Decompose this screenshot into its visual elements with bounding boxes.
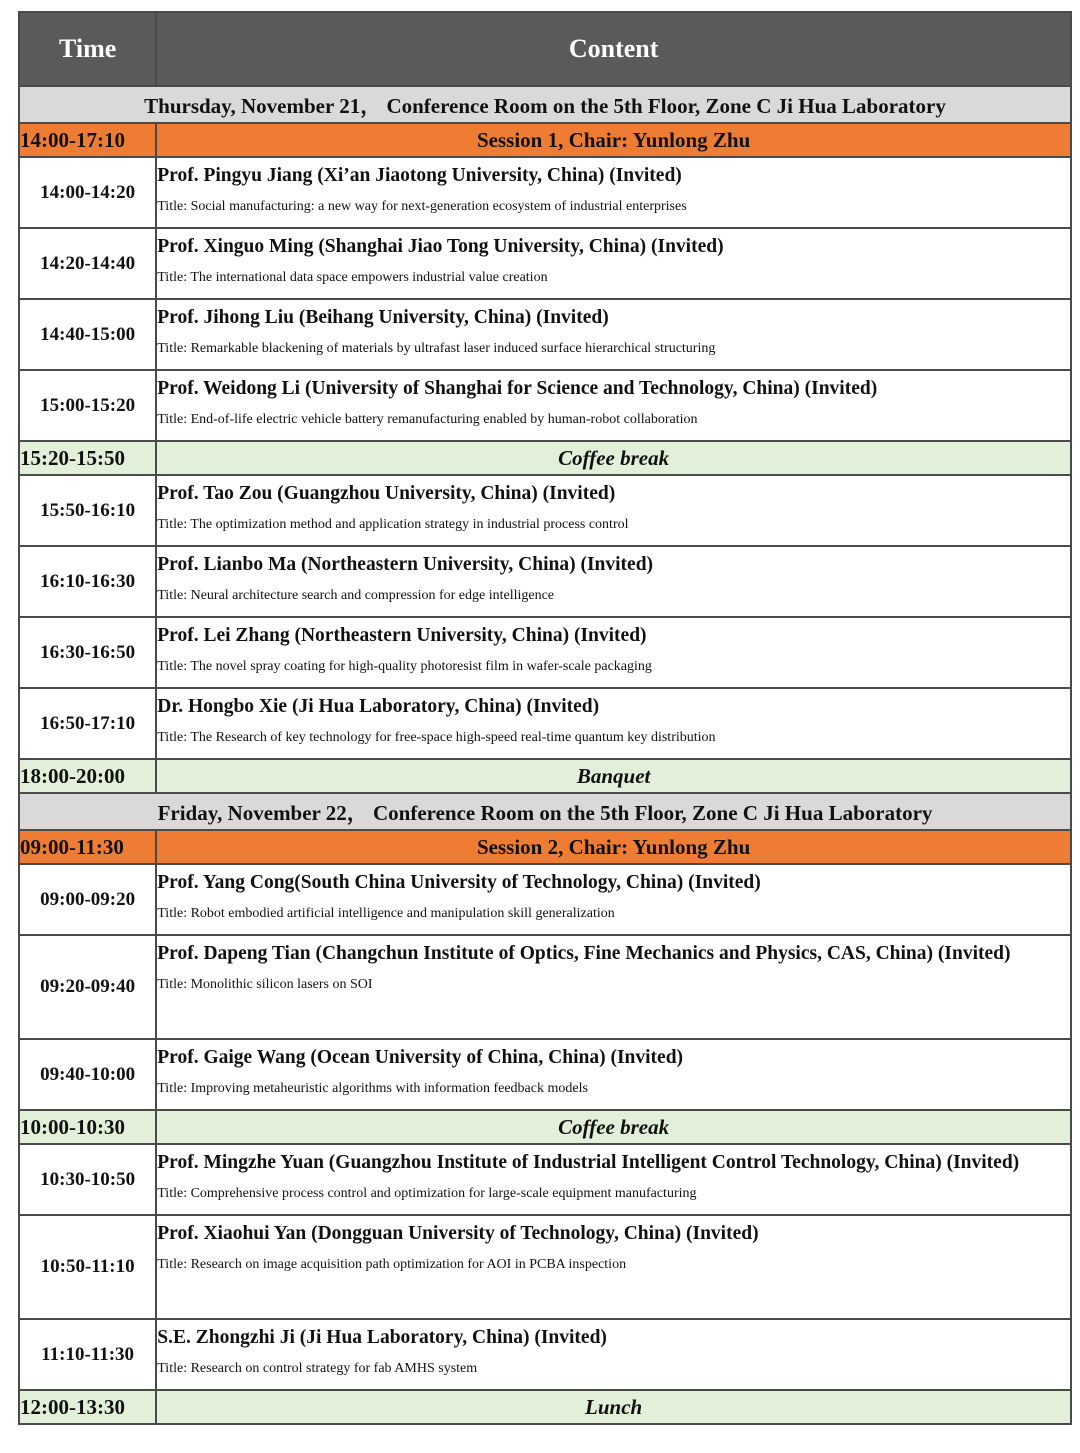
talk-time: 14:00-14:20	[19, 157, 156, 228]
session-title: Session 1, Chair: Yunlong Zhu	[156, 123, 1071, 157]
talk-content	[156, 617, 1071, 688]
speaker: Prof. Weidong Li (University of Shanghai for Science and Technology, China) (Invited)	[157, 378, 878, 399]
talk-content	[156, 475, 1071, 546]
speaker: Prof. Xinguo Ming (Shanghai Jiao Tong University, China) (Invited)	[157, 236, 724, 257]
talk-title: Title: Monolithic silicon lasers on SOI	[157, 977, 373, 992]
day-header: Thursday, November 21， Conference Room on the 5th Floor, Zone C Ji Hua Laboratory	[19, 86, 1071, 123]
break-time: 15:20-15:50	[19, 441, 156, 475]
talk-time: 16:30-16:50	[19, 617, 156, 688]
talk-time: 15:00-15:20	[19, 370, 156, 441]
talk-title: Title: The Research of key technology for free-space high-speed real-time quantum key distribution	[157, 730, 716, 745]
speaker: Prof. Mingzhe Yuan (Guangzhou Institute of Industrial Intelligent Control Technology, China) (Invited)	[157, 1152, 1020, 1173]
break-time: 18:00-20:00	[19, 759, 156, 793]
break-label: Coffee break	[156, 441, 1071, 475]
talk-content	[156, 546, 1071, 617]
talk-time: 14:40-15:00	[19, 299, 156, 370]
talk-row	[19, 157, 1071, 228]
session-row	[19, 830, 1071, 864]
day-header-row	[19, 793, 1071, 830]
talk-content	[156, 935, 1071, 1039]
talk-title: Title: The optimization method and application strategy in industrial process control	[157, 517, 629, 532]
speaker: Prof. Dapeng Tian (Changchun Institute of Optics, Fine Mechanics and Physics, CAS, China) (Invited)	[157, 943, 1011, 964]
speaker: Prof. Lei Zhang (Northeastern University, China) (Invited)	[157, 625, 647, 646]
table-header-row	[19, 12, 1071, 86]
speaker: S.E. Zhongzhi Ji (Ji Hua Laboratory, China) (Invited)	[157, 1327, 607, 1348]
talk-title: Title: The international data space empowers industrial value creation	[157, 270, 548, 285]
break-label: Coffee break	[156, 1110, 1071, 1144]
talk-title: Title: Improving metaheuristic algorithms with information feedback models	[157, 1081, 588, 1096]
talk-time: 09:40-10:00	[19, 1039, 156, 1110]
talk-row	[19, 935, 1071, 1039]
talk-row	[19, 228, 1071, 299]
talk-row	[19, 864, 1071, 935]
talk-row	[19, 1215, 1071, 1319]
break-label: Lunch	[156, 1390, 1071, 1424]
speaker: Prof. Tao Zou (Guangzhou University, China) (Invited)	[157, 483, 616, 504]
day-header-row	[19, 86, 1071, 123]
day-header: Friday, November 22， Conference Room on the 5th Floor, Zone C Ji Hua Laboratory	[19, 793, 1071, 830]
schedule-table	[18, 11, 1072, 1425]
talk-row	[19, 1039, 1071, 1110]
talk-row	[19, 688, 1071, 759]
talk-time: 09:00-09:20	[19, 864, 156, 935]
speaker: Dr. Hongbo Xie (Ji Hua Laboratory, China) (Invited)	[157, 696, 600, 717]
talk-time: 16:10-16:30	[19, 546, 156, 617]
speaker: Prof. Pingyu Jiang (Xi’an Jiaotong University, China) (Invited)	[157, 165, 682, 186]
talk-content	[156, 299, 1071, 370]
talk-title: Title: Robot embodied artificial intelligence and manipulation skill generalization	[157, 906, 615, 921]
talk-content	[156, 370, 1071, 441]
talk-title: Title: Social manufacturing: a new way for next-generation ecosystem of industrial enterprises	[157, 199, 687, 214]
content-column-header: Content	[156, 12, 1071, 86]
talk-time: 16:50-17:10	[19, 688, 156, 759]
talk-row	[19, 1319, 1071, 1390]
session-row	[19, 123, 1071, 157]
talk-row	[19, 370, 1071, 441]
talk-title: Title: Research on control strategy for fab AMHS system	[157, 1361, 478, 1376]
speaker: Prof. Gaige Wang (Ocean University of China, China) (Invited)	[157, 1047, 684, 1068]
time-column-header: Time	[19, 12, 156, 86]
talk-title: Title: End-of-life electric vehicle battery remanufacturing enabled by human-robot collaboration	[157, 412, 698, 427]
talk-title: Title: Research on image acquisition path optimization for AOI in PCBA inspection	[157, 1257, 627, 1272]
talk-content	[156, 1039, 1071, 1110]
speaker: Prof. Yang Cong(South China University of Technology, China) (Invited)	[157, 872, 761, 893]
break-row	[19, 1390, 1071, 1424]
speaker: Prof. Lianbo Ma (Northeastern University, China) (Invited)	[157, 554, 654, 575]
talk-time: 10:30-10:50	[19, 1144, 156, 1215]
speaker: Prof. Jihong Liu (Beihang University, China) (Invited)	[157, 307, 609, 328]
session-title: Session 2, Chair: Yunlong Zhu	[156, 830, 1071, 864]
talk-row	[19, 546, 1071, 617]
talk-content	[156, 1144, 1071, 1215]
break-label: Banquet	[156, 759, 1071, 793]
speaker: Prof. Xiaohui Yan (Dongguan University of Technology, China) (Invited)	[157, 1223, 759, 1244]
talk-content	[156, 1215, 1071, 1319]
talk-time: 11:10-11:30	[19, 1319, 156, 1390]
break-time: 10:00-10:30	[19, 1110, 156, 1144]
talk-content	[156, 157, 1071, 228]
talk-title: Title: The novel spray coating for high-quality photoresist film in wafer-scale packaging	[157, 659, 652, 674]
break-row	[19, 441, 1071, 475]
session-time: 09:00-11:30	[19, 830, 156, 864]
talk-time: 14:20-14:40	[19, 228, 156, 299]
talk-time: 09:20-09:40	[19, 935, 156, 1039]
talk-row	[19, 617, 1071, 688]
talk-time: 15:50-16:10	[19, 475, 156, 546]
talk-row	[19, 299, 1071, 370]
talk-title: Title: Neural architecture search and compression for edge intelligence	[157, 588, 555, 603]
break-row	[19, 1110, 1071, 1144]
schedule-body	[19, 86, 1071, 1424]
break-row	[19, 759, 1071, 793]
session-time: 14:00-17:10	[19, 123, 156, 157]
talk-content	[156, 864, 1071, 935]
talk-time: 10:50-11:10	[19, 1215, 156, 1319]
talk-row	[19, 1144, 1071, 1215]
talk-content	[156, 228, 1071, 299]
talk-title: Title: Comprehensive process control and optimization for large-scale equipment manufacturing	[157, 1186, 697, 1201]
talk-content	[156, 688, 1071, 759]
talk-title: Title: Remarkable blackening of materials by ultrafast laser induced surface hierarchical structuring	[157, 341, 716, 356]
talk-row	[19, 475, 1071, 546]
break-time: 12:00-13:30	[19, 1390, 156, 1424]
talk-content	[156, 1319, 1071, 1390]
